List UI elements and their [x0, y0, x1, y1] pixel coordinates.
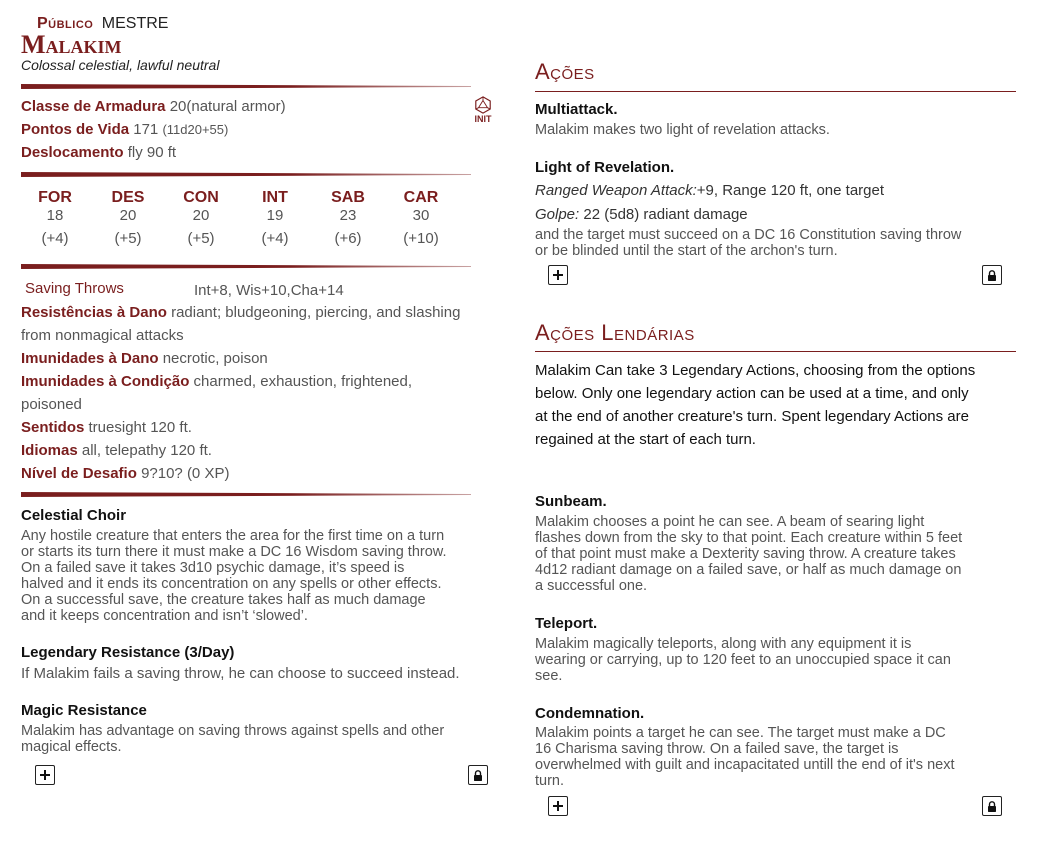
attack-line	[535, 182, 884, 199]
lock-actions-button[interactable]	[982, 265, 1002, 285]
speed-label: Deslocamento	[21, 144, 124, 161]
legendary-line: a successful one.	[535, 578, 648, 594]
ability-modifier: (+4)	[41, 230, 69, 247]
feature-line: halved and it ends its concentration on any spells or other effects.	[21, 576, 442, 592]
feature-title: Celestial Choir	[21, 507, 127, 524]
intro-line: Malakim Can take 3 Legendary Actions, choosing from the options	[535, 362, 976, 379]
plus-icon	[40, 770, 50, 780]
plus-icon	[553, 801, 563, 811]
initiative-label: INIT	[474, 114, 492, 124]
intro-line: regained at the start of each turn.	[535, 431, 756, 448]
divider	[21, 492, 471, 497]
ability-score: 30	[412, 207, 430, 224]
challenge-value: 9?10? (0 XP)	[141, 465, 230, 482]
armor-class-label: Classe de Armadura	[21, 98, 166, 115]
hit-points-label: Pontos de Vida	[21, 121, 130, 138]
intro-line: at the end of another creature's turn. Spent legendary Actions are	[535, 408, 969, 425]
ability-name: DES	[111, 189, 145, 206]
challenge-label: Nível de Desafio	[21, 465, 137, 482]
saving-throws-label[interactable]: Saving Throws	[25, 280, 124, 297]
divider	[21, 84, 471, 89]
feature-line: Any hostile creature that enters the area for the first time on a turn	[21, 528, 445, 544]
legendary-action-title: Teleport.	[535, 615, 598, 632]
attack-label: Ranged Weapon Attack:	[535, 182, 697, 199]
legendary-line: flashes down from the sky to that point. Each creature within 5 feet	[535, 530, 963, 546]
legendary-line: turn.	[535, 773, 565, 789]
add-action-button[interactable]	[548, 265, 568, 285]
legendary-line: Malakim magically teleports, along with any equipment it is	[535, 636, 912, 652]
ability-str[interactable]	[25, 189, 85, 248]
divider	[21, 172, 471, 177]
ability-name: SAB	[331, 189, 365, 206]
ability-modifier: (+5)	[114, 230, 142, 247]
action-title: Light of Revelation.	[535, 159, 675, 176]
condition-immunities-value-cont: poisoned	[21, 396, 82, 413]
public-label: Público	[37, 15, 94, 32]
feature-line: magical effects.	[21, 739, 122, 755]
languages-value: all, telepathy 120 ft.	[81, 442, 212, 459]
ability-int[interactable]	[245, 189, 305, 248]
armor-class-value: 20	[169, 98, 187, 115]
feature-line: If Malakim fails a saving throw, he can choose to succeed instead.	[21, 665, 460, 682]
legendary-line: of that point must make a Dexterity saving throw. A creature takes	[535, 546, 956, 562]
ability-name: FOR	[38, 189, 72, 206]
ability-con[interactable]	[171, 189, 231, 248]
hit-points-value: 171	[133, 121, 159, 138]
resistances-value-cont: from nonmagical attacks	[21, 327, 184, 344]
speed-value: fly 90 ft	[127, 144, 177, 161]
ability-name: CAR	[403, 189, 439, 206]
add-feature-button[interactable]	[35, 765, 55, 785]
traits-block	[21, 301, 460, 485]
action-title: Multiattack.	[535, 101, 618, 118]
armor-class-line	[21, 97, 286, 117]
creature-name: Malakim	[21, 30, 122, 59]
action-line: Malakim makes two light of revelation attacks.	[535, 122, 830, 138]
d20-icon	[474, 96, 492, 114]
hit-line	[535, 206, 748, 223]
legendary-line: Malakim points a target he can see. The target must make a DC	[535, 725, 946, 741]
legendary-action-title: Condemnation.	[535, 705, 645, 722]
ability-score: 19	[266, 207, 284, 224]
feature-line: or starts its turn there it must make a DC 16 Wisdom saving throw.	[21, 544, 447, 560]
senses-value: truesight 120 ft.	[88, 419, 192, 436]
feature-line: and it keeps concentration and isn’t ‘slowed’.	[21, 608, 308, 624]
languages-label: Idiomas	[21, 442, 78, 459]
actions-heading: Ações	[535, 59, 595, 84]
feature-line: On a successful save, the creature takes half as much damage	[21, 592, 426, 608]
legendary-action-body	[535, 725, 955, 789]
ability-score: 23	[339, 207, 357, 224]
divider	[21, 264, 471, 269]
ability-name: INT	[262, 189, 288, 206]
ability-name: CON	[183, 189, 219, 206]
heading-underline	[535, 351, 1016, 352]
ability-cha[interactable]	[391, 189, 451, 248]
saving-throws-line	[25, 279, 124, 299]
lock-features-button[interactable]	[468, 765, 488, 785]
creature-subtitle: Colossal celestial, lawful neutral	[21, 57, 220, 73]
feature-line: Malakim has advantage on saving throws against spells and other	[21, 723, 445, 739]
plus-icon	[553, 270, 563, 280]
condition-immunities-value: charmed, exhaustion, frightened,	[193, 373, 413, 390]
action-body	[535, 227, 961, 259]
action-line: and the target must succeed on a DC 16 Constitution saving throw	[535, 227, 962, 243]
legendary-line: wearing or carrying, up to 120 feet to an unoccupied space it can	[535, 652, 951, 668]
senses-label: Sentidos	[21, 419, 85, 436]
hit-points-line	[21, 120, 228, 140]
hit-label: Golpe:	[535, 206, 580, 223]
add-legendary-action-button[interactable]	[548, 796, 568, 816]
saving-throws-value: Int+8, Wis+10,Cha+14	[194, 282, 344, 299]
intro-line: below. Only one legendary action can be used at a time, and only	[535, 385, 969, 402]
lock-legendary-button[interactable]	[982, 796, 1002, 816]
armor-class-note: (natural armor)	[186, 98, 286, 115]
feature-body	[21, 666, 460, 682]
heading-underline	[535, 91, 1016, 92]
ability-score: 18	[46, 207, 64, 224]
feature-title: Magic Resistance	[21, 702, 147, 719]
ability-modifier: (+4)	[261, 230, 289, 247]
speed-line	[21, 143, 176, 163]
action-body	[535, 122, 830, 138]
ability-dex[interactable]	[98, 189, 158, 248]
resistances-label: Resistências à Dano	[21, 304, 167, 321]
legendary-line: 16 Charisma saving throw. On a failed save, the target is	[535, 741, 899, 757]
legendary-line: 4d12 radiant damage on a failed save, or half as much damage on	[535, 562, 962, 578]
legendary-action-title: Sunbeam.	[535, 493, 607, 510]
lock-icon	[987, 270, 997, 281]
feature-body	[21, 528, 446, 624]
attack-value: +9, Range 120 ft, one target	[696, 182, 885, 199]
feature-title: Legendary Resistance (3/Day)	[21, 644, 235, 661]
hit-points-dice: (11d20+55)	[162, 122, 229, 137]
legendary-intro[interactable]	[535, 359, 1020, 451]
ability-score: 20	[119, 207, 137, 224]
feature-body	[21, 723, 444, 755]
legendary-action-body	[535, 636, 951, 684]
damage-immunities-label: Imunidades à Dano	[21, 350, 159, 367]
ability-wis[interactable]	[318, 189, 378, 248]
legendary-line: Malakim chooses a point he can see. A beam of searing light	[535, 514, 925, 530]
legendary-action-body	[535, 514, 962, 594]
feature-line: On a failed save it takes 3d10 psychic damage, it’s speed is	[21, 560, 405, 576]
ability-score: 20	[192, 207, 210, 224]
damage-immunities-value: necrotic, poison	[162, 350, 268, 367]
initiative-button[interactable]	[470, 96, 496, 124]
ability-modifier: (+5)	[187, 230, 215, 247]
hit-value: 22 (5d8) radiant damage	[583, 206, 748, 223]
public-value: MESTRE	[101, 15, 169, 32]
resistances-value: radiant; bludgeoning, piercing, and slashing	[171, 304, 461, 321]
ability-modifier: (+10)	[403, 230, 439, 247]
legendary-line: see.	[535, 668, 563, 684]
ability-modifier: (+6)	[334, 230, 362, 247]
lock-icon	[987, 801, 997, 812]
condition-immunities-label: Imunidades à Condição	[21, 373, 190, 390]
action-line: or be blinded until the start of the archon's turn.	[535, 243, 838, 259]
legendary-line: overwhelmed with guilt and incapacitated untill the end of it's next	[535, 757, 955, 773]
lock-icon	[473, 770, 483, 781]
legendary-heading: Ações Lendárias	[535, 320, 695, 345]
